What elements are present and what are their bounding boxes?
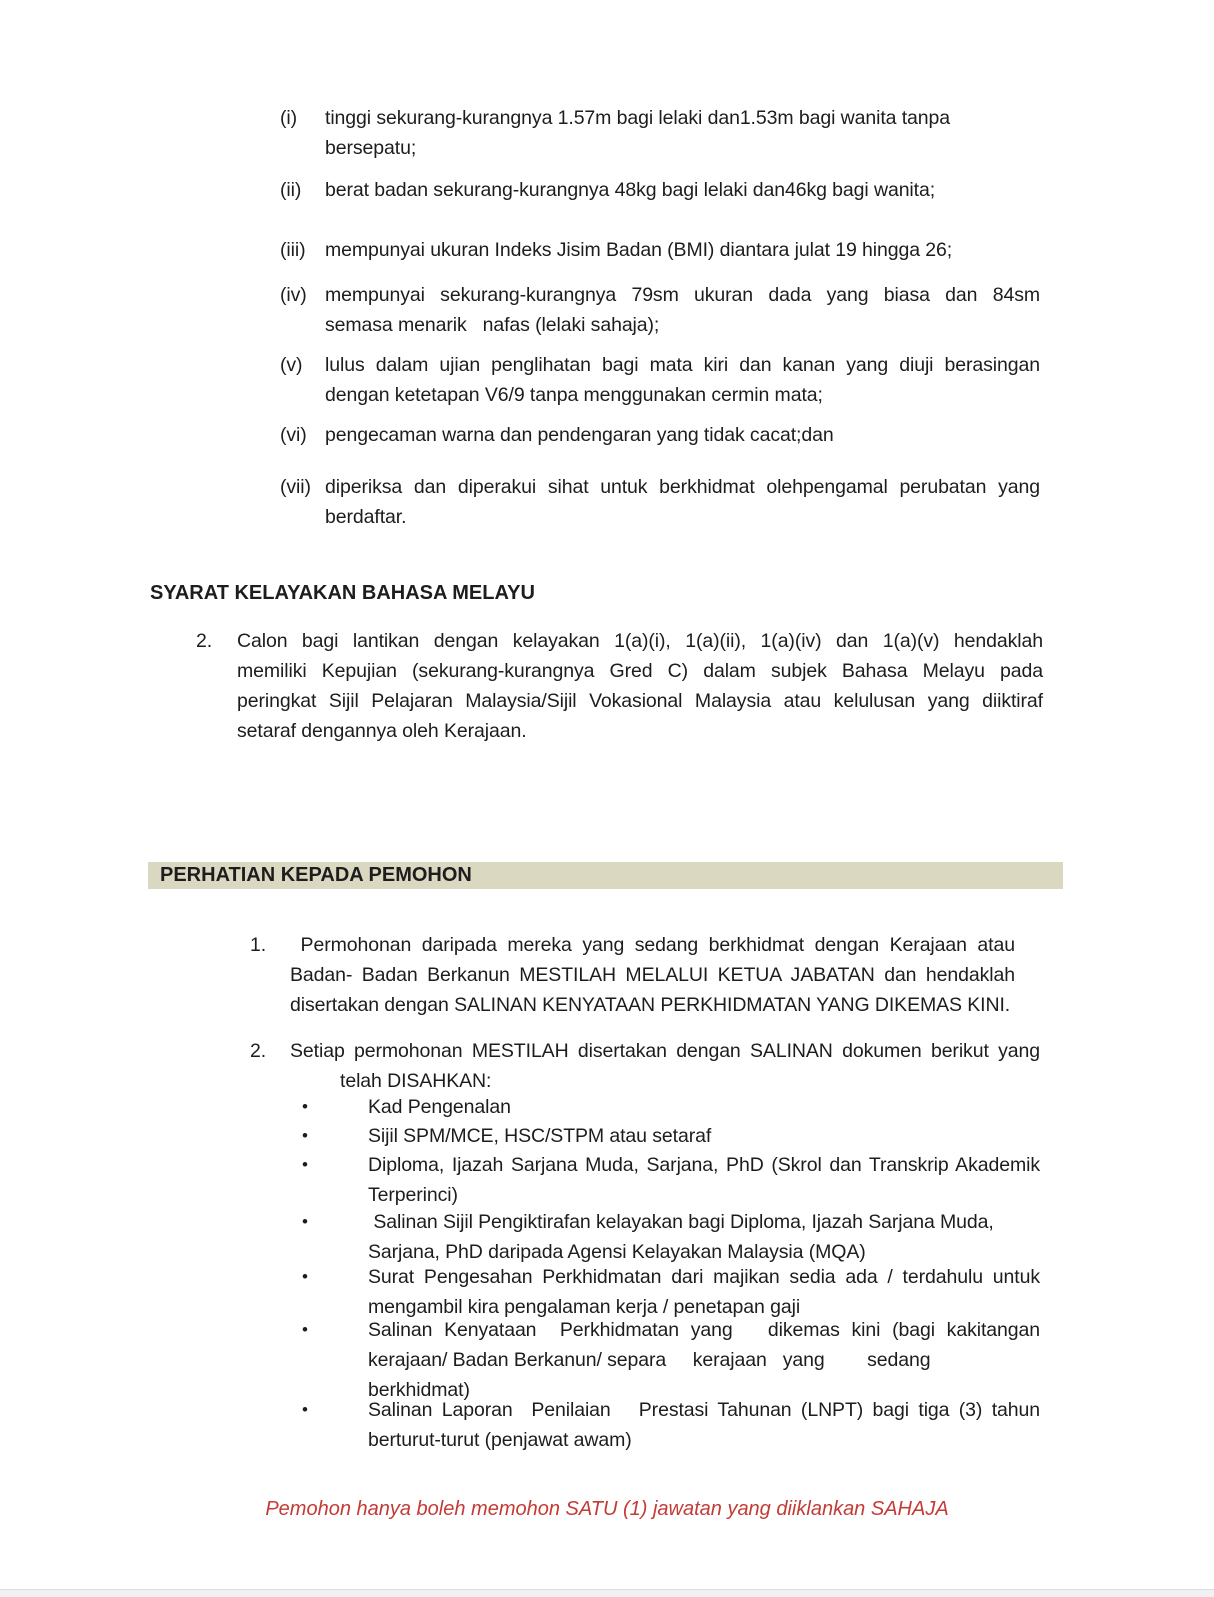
bullet-item-sijil-spm — [302, 1121, 1040, 1151]
section-heading-bahasa-melayu: SYARAT KELAYAKAN BAHASA MELAYU — [150, 582, 535, 604]
clause-line: memiliki Kepujian (sekurang-kurangnya Gred C) dalam subjek Bahasa Melayu pada — [237, 660, 1043, 682]
item-line: disertakan dengan SALINAN KENYATAAN PERKHIDMATAN YANG DIKEMAS KINI. — [290, 994, 1011, 1016]
bullet-line: berkhidmat) — [368, 1379, 470, 1401]
clause-text — [237, 626, 1043, 746]
requirement-label: (iii) — [280, 239, 306, 261]
bullet-icon: • — [302, 1126, 308, 1145]
bullet-item-salinan-kenyataan — [302, 1315, 1040, 1405]
bahasa-clause-2 — [196, 626, 1043, 746]
requirement-line: berdaftar. — [325, 506, 407, 528]
bullet-item-laporan-lnpt — [302, 1395, 1040, 1455]
requirement-text — [325, 280, 1040, 340]
bullet-line: Kad Pengenalan — [368, 1096, 511, 1118]
requirement-line: semasa menarik nafas (lelaki sahaja); — [325, 314, 660, 336]
requirement-line: mempunyai ukuran Indeks Jisim Badan (BMI) diantara julat 19 hingga 26; — [325, 239, 953, 261]
requirement-line: lulus dalam ujian penglihatan bagi mata kiri dan kanan yang diuji berasingan — [325, 354, 1040, 376]
bullet-line: Terperinci) — [368, 1184, 458, 1206]
bullet-line: Surat Pengesahan Perkhidmatan dari majikan sedia ada / terdahulu untuk — [368, 1266, 1040, 1288]
requirement-item-iii — [280, 235, 1040, 265]
bullet-icon: • — [302, 1320, 308, 1339]
requirement-label: (i) — [280, 107, 298, 129]
item-text — [290, 930, 1015, 1020]
perhatian-item-2 — [250, 1036, 1040, 1096]
bullet-icon: • — [302, 1155, 308, 1174]
bullet-item-diploma — [302, 1150, 1040, 1210]
requirement-text — [325, 472, 1040, 532]
requirement-item-vi — [280, 420, 1040, 450]
requirement-line: mempunyai sekurang-kurangnya 79sm ukuran dada yang biasa dan 84sm — [325, 284, 1040, 306]
bullet-icon: • — [302, 1097, 308, 1116]
requirement-text — [325, 175, 1040, 205]
requirement-line: bersepatu; — [325, 137, 417, 159]
requirement-label: (ii) — [280, 179, 302, 201]
bullet-line: Diploma, Ijazah Sarjana Muda, Sarjana, PhD (Skrol dan Transkrip Akademik — [368, 1154, 1040, 1176]
footer-strip — [0, 1589, 1214, 1597]
bullet-text — [368, 1207, 1040, 1267]
perhatian-item-1 — [250, 930, 1015, 1020]
bullet-text — [368, 1262, 1040, 1322]
requirement-label: (vii) — [280, 476, 311, 498]
single-position-note: Pemohon hanya boleh memohon SATU (1) jawatan yang diiklankan SAHAJA — [265, 1498, 949, 1520]
bullet-text — [368, 1092, 1040, 1122]
requirement-line: tinggi sekurang-kurangnya 1.57m bagi lelaki dan1.53m bagi wanita tanpa — [325, 107, 950, 129]
bullet-item-sijil-pengiktirafan — [302, 1207, 1040, 1267]
requirement-line: pengecaman warna dan pendengaran yang tidak cacat;dan — [325, 424, 834, 446]
requirement-text — [325, 350, 1040, 410]
requirement-label: (v) — [280, 354, 303, 376]
requirement-item-i — [280, 103, 1040, 163]
bullet-icon: • — [302, 1212, 308, 1231]
item-line: Permohonan daripada mereka yang sedang berkhidmat dengan Kerajaan atau — [290, 934, 1015, 956]
item-text — [290, 1036, 1040, 1096]
bullet-line: Sijil SPM/MCE, HSC/STPM atau setaraf — [368, 1125, 712, 1147]
bullet-icon: • — [302, 1400, 308, 1419]
requirement-text — [325, 103, 1040, 163]
item-number: 2. — [250, 1040, 267, 1062]
item-line: Badan- Badan Berkanun MESTILAH MELALUI KETUA JABATAN dan hendaklah — [290, 964, 1015, 986]
bullet-line: berturut-turut (penjawat awam) — [368, 1429, 632, 1451]
item-line: Setiap permohonan MESTILAH disertakan dengan SALINAN dokumen berikut yang — [290, 1040, 1040, 1062]
requirement-text — [325, 420, 1040, 450]
bullet-icon: • — [302, 1267, 308, 1286]
bullet-line: mengambil kira pengalaman kerja / penetapan gaji — [368, 1296, 801, 1318]
bullet-line: Salinan Sijil Pengiktirafan kelayakan bagi Diploma, Ijazah Sarjana Muda, — [368, 1211, 994, 1233]
perhatian-heading-bar: PERHATIAN KEPADA PEMOHON — [148, 862, 1063, 889]
bullet-text — [368, 1121, 1040, 1151]
clause-line: setaraf dengannya oleh Kerajaan. — [237, 720, 527, 742]
clause-line: peringkat Sijil Pelajaran Malaysia/Sijil Vokasional Malaysia atau kelulusan yang diiktiraf — [237, 690, 1043, 712]
requirement-line: berat badan sekurang-kurangnya 48kg bagi lelaki dan46kg bagi wanita; — [325, 179, 936, 201]
clause-number: 2. — [196, 630, 213, 652]
bullet-item-surat-pengesahan — [302, 1262, 1040, 1322]
item-line: telah DISAHKAN: — [340, 1070, 492, 1092]
requirement-label: (iv) — [280, 284, 307, 306]
requirement-line: dengan ketetapan V6/9 tanpa menggunakan cermin mata; — [325, 384, 823, 406]
item-number: 1. — [250, 934, 267, 956]
bullet-text — [368, 1395, 1040, 1455]
requirement-item-v — [280, 350, 1040, 410]
bullet-line: Sarjana, PhD daripada Agensi Kelayakan Malaysia (MQA) — [368, 1241, 866, 1263]
bullet-line: Salinan Kenyataan Perkhidmatan yang dikemas kini (bagi kakitangan — [368, 1319, 1040, 1341]
clause-line: Calon bagi lantikan dengan kelayakan 1(a)(i), 1(a)(ii), 1(a)(iv) dan 1(a)(v) hendaklah — [237, 630, 1043, 652]
requirement-label: (vi) — [280, 424, 307, 446]
requirement-item-ii — [280, 175, 1040, 205]
bullet-line: kerajaan/ Badan Berkanun/ separa kerajaan yang sedang — [368, 1349, 931, 1371]
bullet-text — [368, 1150, 1040, 1210]
bullet-line: Salinan Laporan Penilaian Prestasi Tahunan (LNPT) bagi tiga (3) tahun — [368, 1399, 1040, 1421]
requirement-item-vii — [280, 472, 1040, 532]
requirement-line: diperiksa dan diperakui sihat untuk berkhidmat olehpengamal perubatan yang — [325, 476, 1040, 498]
bullet-item-kad-pengenalan — [302, 1092, 1040, 1122]
requirement-item-iv — [280, 280, 1040, 340]
bullet-text — [368, 1315, 1040, 1405]
requirement-text — [325, 235, 1040, 265]
